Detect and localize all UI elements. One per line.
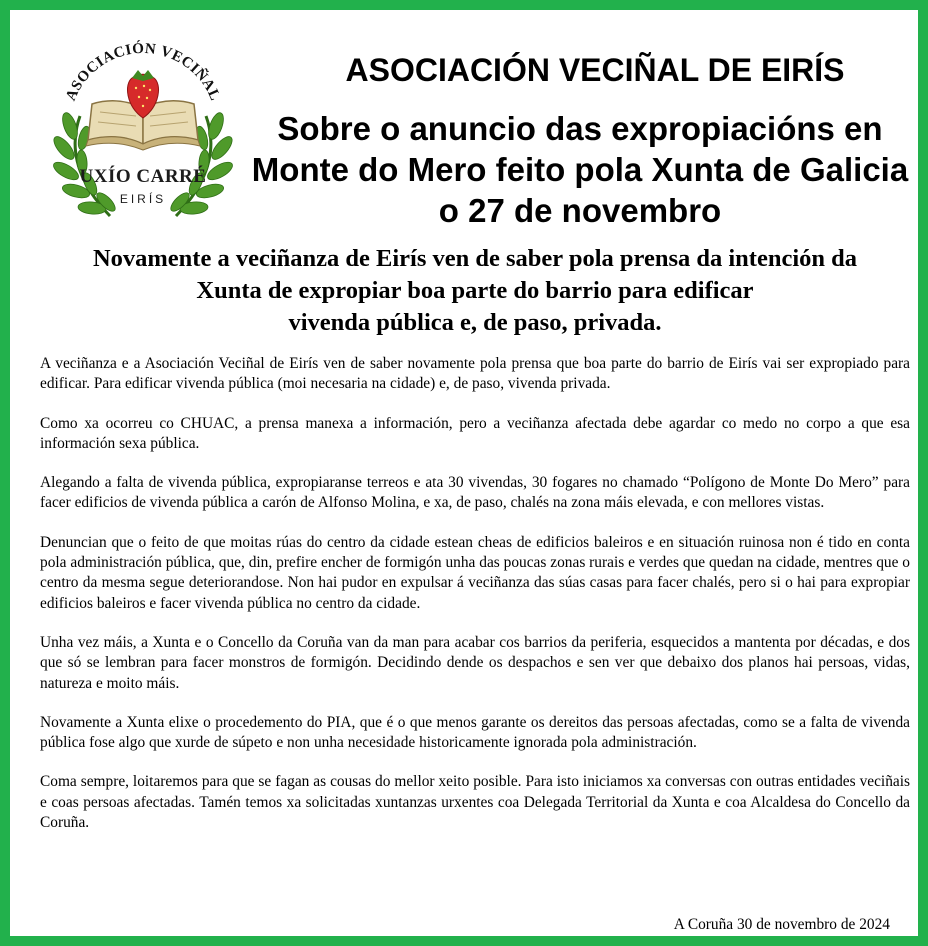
- organization-title: ASOCIACIÓN VECIÑAL DE EIRÍS: [345, 52, 845, 88]
- subtitle-line: Novamente a veciñanza de Eirís ven de saber pola prensa da intención da: [92, 245, 858, 272]
- logo-arc-text: ASOCIACIÓN VECIÑAL: [63, 40, 223, 104]
- subtitle-line: Xunta de expropiar boa parte do barrio para edificar: [196, 277, 754, 304]
- paragraph: A veciñanza e a Asociación Veciñal de Eirís ven de saber novamente pola prensa que boa parte do barrio de Eirís vai ser expropiado para edificar. Para edificar vivenda pública (moi necesaria na cidade) e, de paso, vivenda privada.: [40, 355, 910, 393]
- page-title: Sobre o anuncio das expropiacións en Monte do Mero feito pola Xunta de Galicia o 27 de novembro: [251, 110, 909, 229]
- association-logo: [40, 26, 246, 232]
- paragraph: Alegando a falta de vivenda pública, expropiaranse terreos e ata 30 vivendas, 30 fogares no chamado “Polígono de Monte Do Mero” para facer edificios de vivenda pública a carón de Alfonso Molina, e xa, de paso, chalés na zona máis elevada, e con mellores vistas.: [40, 474, 910, 512]
- logo-name: UXÍO CARRÉ: [79, 166, 207, 187]
- paragraph: Coma sempre, loitaremos para que se fagan as cousas do mellor xeito posible. Para isto iniciamos xa conversas con outras entidades veciñais e coas persoas afectadas. Tamén temos xa solicitadas xuntanzas urxentes coa Delegada Territorial da Xunta e coa Alcaldesa do Concello da Coruña.: [40, 773, 910, 832]
- logo-place: EIRÍS: [119, 192, 167, 206]
- subtitle-line: vivenda pública e, de paso, privada.: [288, 309, 662, 336]
- signature-date: A Coruña 30 de novembro de 2024: [673, 916, 890, 933]
- paragraph: Como xa ocorreu co CHUAC, a prensa manexa a información, pero a veciñanza afectada debe agardar co medo no corpo a que esa información sexa pública.: [40, 414, 910, 452]
- paragraph: Unha vez máis, a Xunta e o Concello da Coruña van da man para acabar cos barrios da periferia, esquecidos a mantenta por décadas, e dos que só se lembran para facer monstros de formigón. Decidindo dende os despachos e sen ver que debaixo dos planos hai persoas, vidas, natureza e moito máis.: [40, 633, 910, 692]
- subtitle: [40, 243, 910, 339]
- press-release-body: [40, 354, 910, 852]
- paragraph: Novamente a Xunta elixe o procedemento do PIA, que é o que menos garante os dereitos das persoas afectadas, como se a falta de vivenda pública fose algo que xurde de súpeto e non unha necesidade historicamente ignorada pola administración.: [40, 713, 910, 752]
- paragraph: Denuncian que o feito de que moitas rúas do centro da cidade estean cheas de edificios baleiros e en situación ruinosa non é tido en conta pola administración pública, que, din, prefire encher de formigón unha das poucas zonas rurais e verdes que quedan na cidade, mentres que o centro da mesma segue deteriorandose. Non hai pudor en expulsar á veciñanza das súas casas para facer chalés, pero si o hai para expropiar edificios baleiros e facer vivenda pública no centro da cidade.: [40, 533, 910, 612]
